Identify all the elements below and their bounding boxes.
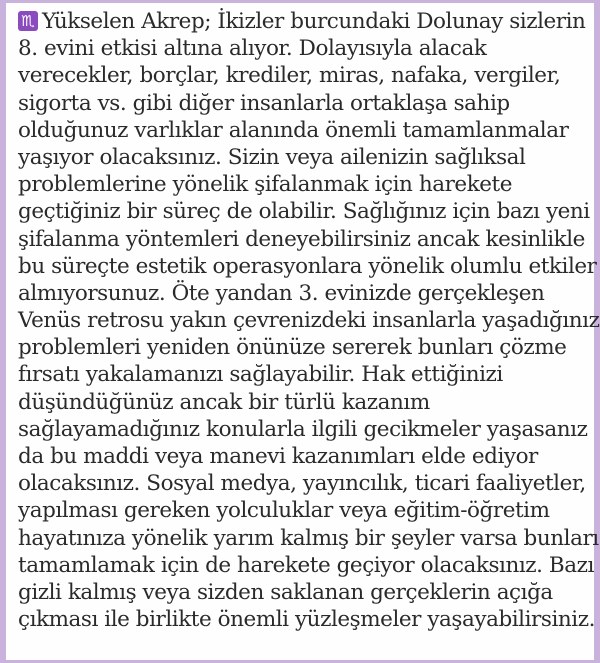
- text-line-12: Venüs retrosu yakın çevrenizdeki insanlarla yaşadığınız: [18, 308, 600, 334]
- text-line-15: düşündüğünüz ancak bir türlü kazanım: [18, 389, 430, 415]
- text-line-21: tamamlamak için de harekete geçiyor olacaksınız. Bazı: [18, 552, 594, 578]
- text-line-20: hayatınıza yönelik yarım kalmış bir şeyler varsa bunları: [18, 525, 599, 551]
- text-line-22: gizli kalmış veya sizden saklanan gerçeklerin açığa: [18, 579, 553, 605]
- text-line-3: verecekler, borçlar, krediler, miras, nafaka, vergiler,: [18, 63, 561, 89]
- text-line-11: almıyorsunuz. Öte yandan 3. evinizde gerçekleşen: [18, 280, 545, 306]
- text-line-6: yaşıyor olacaksınız. Sizin veya ailenizin sağlıksal: [18, 144, 526, 170]
- text-line-1: ♏ Yükselen Akrep; İkizler burcundaki Dolunay sizlerin: [18, 8, 590, 35]
- text-line-7: problemlerine yönelik şifalanmak için harekete: [18, 172, 513, 198]
- text-line-9: şifalanma yöntemleri deneyebilirsiniz ancak kesinlikle: [18, 226, 585, 252]
- text-line-19: yapılması gereken yolculuklar veya eğitim-öğretim: [18, 498, 550, 524]
- text-line-10: bu süreçte estetik operasyonlara yönelik olumlu etkiler: [18, 253, 597, 279]
- text-line-18: olacaksınız. Sosyal medya, yayıncılık, ticari faaliyetler,: [18, 471, 586, 497]
- text-line-14: fırsatı yakalamanızı sağlayabilir. Hak ettiğinizi: [18, 362, 503, 388]
- text-line-17: da bu maddi veya manevi kazanımları elde ediyor: [18, 444, 538, 469]
- text-line-5: olduğunuz varlıklar alanında önemli tamamlanmalar: [18, 117, 569, 143]
- text-line-4: sigorta vs. gibi diğer insanlarla ortaklaşa sahip: [18, 90, 510, 116]
- text-line-13: problemleri yeniden önünüze sererek bunları çözme: [18, 335, 567, 361]
- text-line-16: sağlayamadığınız konularla ilgili gecikmeler yaşasanız: [18, 416, 588, 442]
- text-line-2: 8. evini etkisi altına alıyor. Dolayısıyla alacak: [18, 36, 487, 62]
- text-line-23: çıkması ile birlikte önemli yüzleşmeler yaşayabilirsiniz.: [18, 607, 595, 633]
- scorpio-icon: ♏: [18, 11, 38, 31]
- horoscope-paragraph: [18, 8, 600, 633]
- text-line-8: geçtiğiniz bir süreç de olabilir. Sağlığınız için bazı yeni: [18, 199, 590, 225]
